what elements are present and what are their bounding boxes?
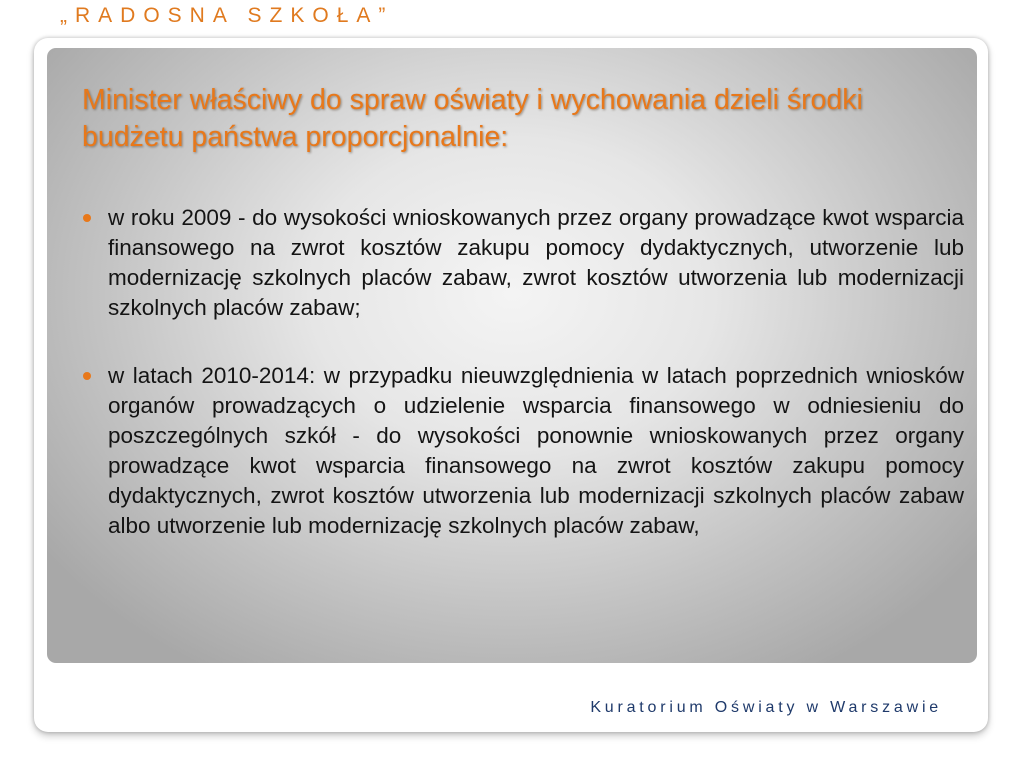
footer-organization: Kuratorium Oświaty w Warszawie	[590, 699, 942, 716]
bullet-text-2009: w roku 2009 - do wysokości wnioskowanych przez organy prowadzące kwot wsparcia finansowego na zwrot kosztów zakupu pomocy dydaktycznych, utworzenie lub modernizację szkolnych placów zabaw, zwrot kosztów utworzenia lub modernizacji szkolnych placów zabaw;	[108, 205, 964, 320]
bullet-list	[80, 203, 964, 541]
bullet-dot-icon	[83, 214, 91, 222]
bullet-dot-icon	[83, 372, 91, 380]
bullet-item-2009	[80, 203, 964, 323]
header-title: „RADOSNA SZKOŁA”	[60, 4, 394, 27]
bullet-text-2010-2014: w latach 2010-2014: w przypadku nieuwzględnienia w latach poprzednich wniosków organów prowadzących o udzielenie wsparcia finansowego w odniesieniu do poszczególnych szkół - do wysokości ponownie wnioskowanych przez organy prowadzące kwot wsparcia finansowego na zwrot kosztów zakupu pomocy dydaktycznych, zwrot kosztów utworzenia lub modernizacji szkolnych placów zabaw albo utworzenie lub modernizację szkolnych placów zabaw,	[108, 363, 964, 538]
bullet-item-2010-2014	[80, 361, 964, 541]
slide-heading: Minister właściwy do spraw oświaty i wychowania dzieli środki budżetu państwa proporcjonalnie:	[82, 84, 863, 153]
